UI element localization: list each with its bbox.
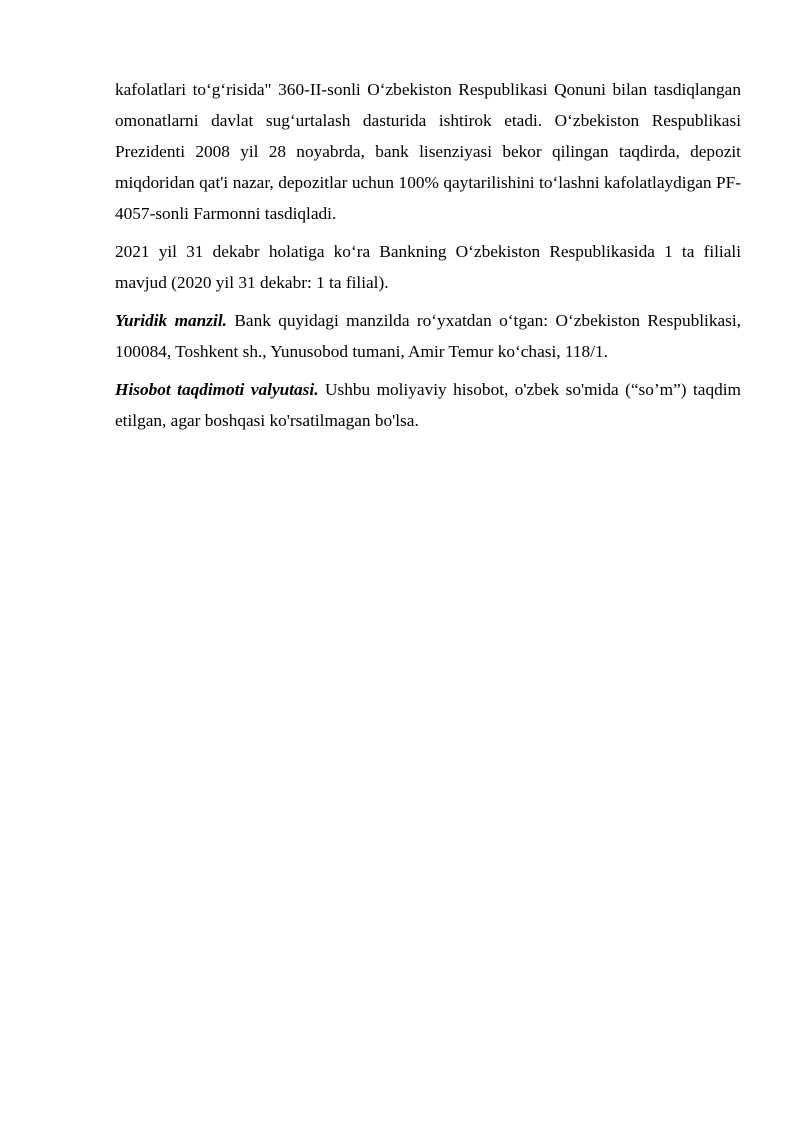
document-body bbox=[115, 74, 741, 443]
paragraph-presentation-currency bbox=[115, 374, 741, 436]
paragraph-lead-heading: Hisobot taqdimoti valyutasi. bbox=[115, 380, 319, 399]
paragraph-branches bbox=[115, 236, 741, 298]
paragraph-legal-address bbox=[115, 305, 741, 367]
paragraph-text: Bank quyidagi manzilda ro‘yxatdan o‘tgan: O‘zbekiston Respublikasi, 100084, Toshkent sh., Yunusobod tumani, Amir Temur ko‘chasi, 118/1. bbox=[115, 311, 741, 361]
paragraph-text: 2021 yil 31 dekabr holatiga ko‘ra Bankning O‘zbekiston Respublikasida 1 ta filiali mavjud (2020 yil 31 dekabr: 1 ta filial). bbox=[115, 242, 741, 292]
paragraph-text: kafolatlari to‘g‘risida" 360-II-sonli O‘zbekiston Respublikasi Qonuni bilan tasdiqlangan omonatlarni davlat sug‘urtalash dasturida ishtirok etadi. O‘zbekiston Respublikasi Prezidenti 2008 yil 28 noyabrda, bank lisenziyasi bekor qilingan taqdirda, depozit miqdoridan qat'i nazar, depozitlar uchun 100% qaytarilishini to‘lashni kafolatlaydigan PF-4057-sonli Farmonni tasdiqladi. bbox=[115, 80, 741, 223]
paragraph-lead-heading: Yuridik manzil. bbox=[115, 311, 227, 330]
paragraph-text: Ushbu moliyaviy hisobot, o'zbek so'mida (“so’m”) taqdim etilgan, agar boshqasi ko'rsatilmagan bo'lsa. bbox=[115, 380, 741, 430]
paragraph-deposit-guarantee bbox=[115, 74, 741, 229]
